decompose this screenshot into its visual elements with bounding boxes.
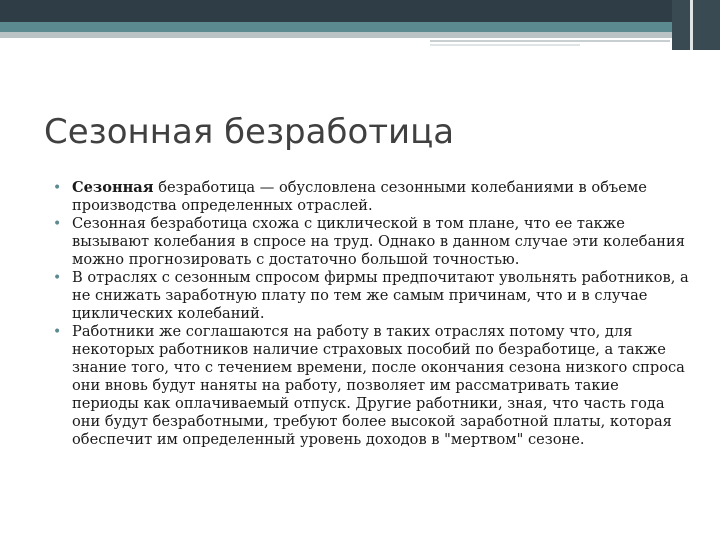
bullet-text: Сезонная безработица схожа с циклической в том плане, что ее также вызывают колебания в спросе на труд. Однако в данном случае эти колебания можно прогнозировать с достаточно большой точностью. — [72, 215, 685, 268]
header-accent-block — [672, 0, 720, 50]
slide-title: Сезонная безработица — [44, 112, 455, 152]
bullet-text: В отраслях с сезонным спросом фирмы предпочитают увольнять работников, а не снижать заработную плату по тем же самым причинам, что и в случае циклических колебаний. — [72, 269, 689, 322]
bullet-icon: • — [53, 180, 62, 196]
bullet-icon: • — [53, 270, 62, 286]
header-band — [0, 0, 720, 50]
bullet-icon: • — [53, 324, 62, 340]
bullet-lead: Сезонная — [72, 179, 154, 196]
slide-content — [50, 179, 690, 449]
bullet-text: безработица — обусловлена сезонными колебаниями в объеме производства определенных отраслей. — [72, 179, 647, 214]
header-decor-line — [430, 40, 670, 42]
bullet-list — [50, 179, 690, 449]
header-gray-stripe — [0, 32, 720, 38]
bullet-item-1 — [50, 179, 690, 215]
header-decor-line-short — [430, 44, 580, 46]
bullet-item-3 — [50, 269, 690, 323]
bullet-text: Работники же соглашаются на работу в таких отраслях потому что, для некоторых работников наличие страховых пособий по безработице, а также знание того, что с течением времени, после окончания сезона низкого спроса они вновь будут наняты на работу, позволяет им рассматривать такие периоды как оплачиваемый отпуск. Другие работники, зная, что часть года они будут безработными, требуют более высокой заработной платы, которая обеспечит им определенный уровень доходов в "мертвом" сезоне. — [72, 323, 685, 448]
bullet-item-4 — [50, 323, 690, 449]
bullet-icon: • — [53, 216, 62, 232]
header-dark-stripe — [0, 0, 720, 22]
header-teal-stripe — [0, 22, 720, 32]
bullet-item-2 — [50, 215, 690, 269]
header-accent-line — [690, 0, 693, 50]
